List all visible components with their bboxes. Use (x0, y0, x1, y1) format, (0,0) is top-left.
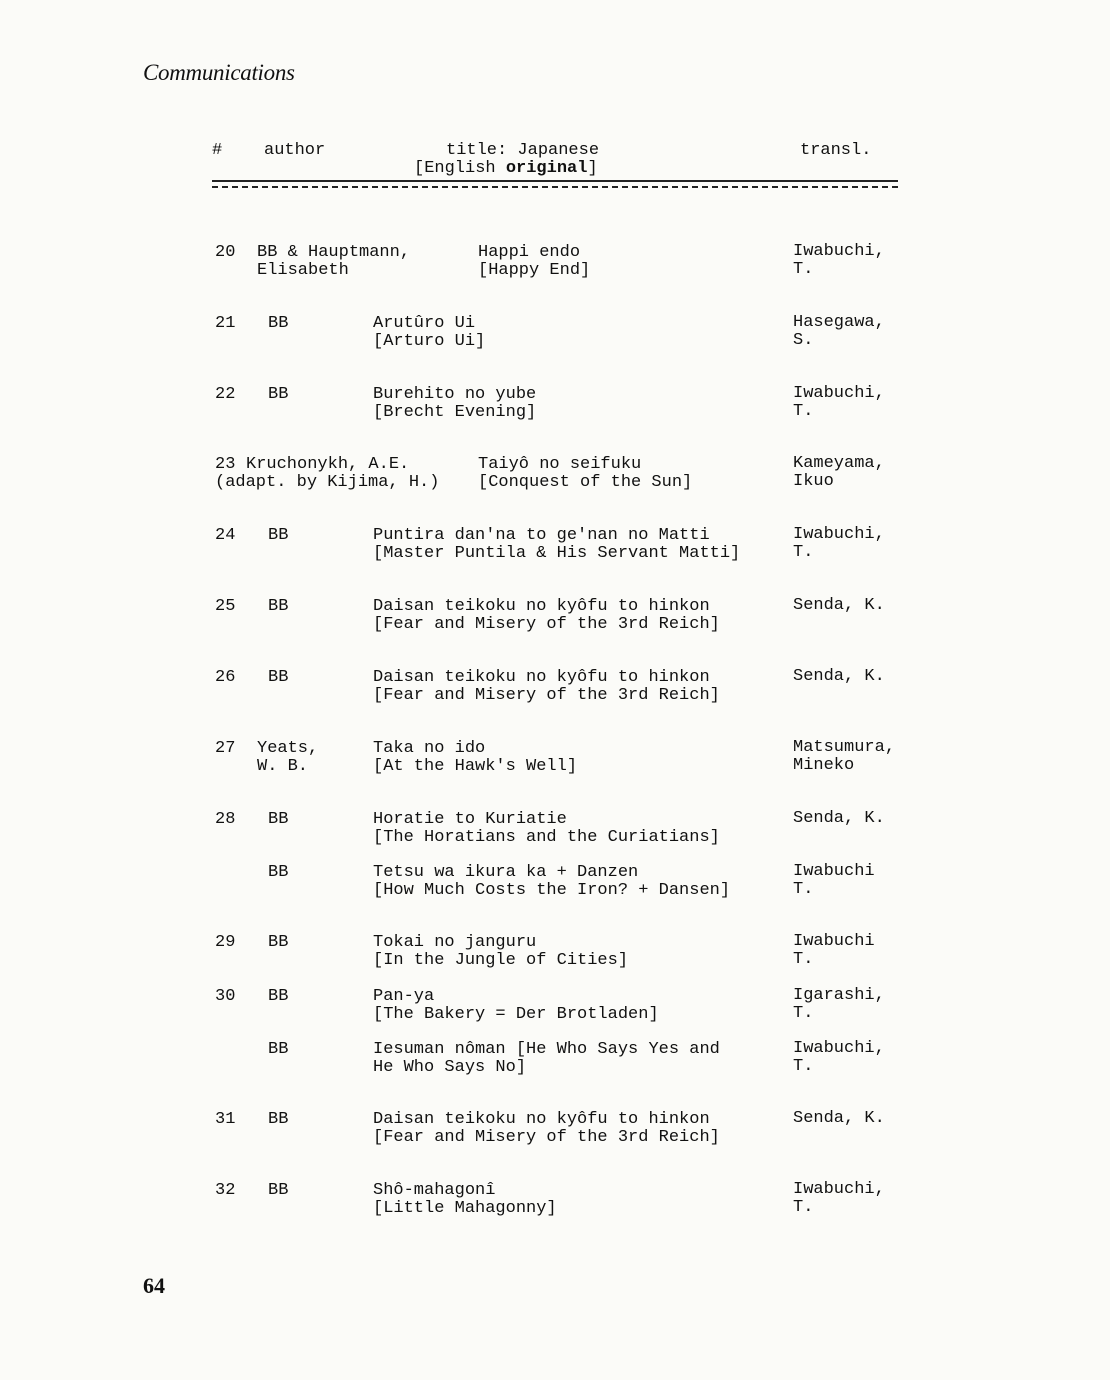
col-num-header: # (212, 141, 223, 160)
entry-author-line1: BB (268, 933, 289, 952)
entry-author-line1: BB (268, 1110, 289, 1129)
entry-transl-line1: Kameyama, (793, 454, 885, 473)
entry-title-english: [Brecht Evening] (373, 403, 537, 422)
entry-transl-line2: T. (793, 1198, 814, 1217)
col-title-header-line2 (414, 160, 598, 178)
entry-author-line1: BB (268, 597, 289, 616)
entry-title-japanese: Shô-mahagonî (373, 1181, 496, 1200)
entry-title-english: [Conquest of the Sun] (478, 473, 693, 492)
col-author-header: author (264, 141, 326, 160)
entry-num: 27 (215, 739, 236, 758)
entry-transl-line1: Igarashi, (793, 986, 885, 1005)
entry-author-line1: BB & Hauptmann, (257, 243, 411, 262)
entry-author-line1: Yeats, (257, 739, 319, 758)
entry-author-line2: (adapt. by Kijima, H.) (215, 473, 440, 492)
entry-author-line1: BB (268, 1040, 289, 1059)
entry-title-english: [In the Jungle of Cities] (373, 951, 629, 970)
entry-transl-line2: T. (793, 543, 814, 562)
entry-title-english: [Master Puntila & His Servant Matti] (373, 544, 741, 563)
entry-title-japanese: Tokai no janguru (373, 933, 537, 952)
running-header: Communications (143, 60, 295, 85)
entry-title-japanese: Arutûro Ui (373, 314, 476, 333)
entry-author-line1: BB (268, 1181, 289, 1200)
entry-transl-line2: S. (793, 331, 814, 350)
entry-num: 23 (215, 455, 236, 474)
entry-transl-line1: Senda, K. (793, 809, 885, 828)
entry-num: 31 (215, 1110, 236, 1129)
entry-author-line1: Kruchonykh, A.E. (246, 455, 410, 474)
entry-title-english: [Fear and Misery of the 3rd Reich] (373, 686, 720, 705)
entry-num: 22 (215, 385, 236, 404)
entry-transl-line2: T. (793, 402, 814, 421)
entry-title-english: [The Horatians and the Curiatians] (373, 828, 720, 847)
entry-num: 24 (215, 526, 236, 545)
entry-num: 29 (215, 933, 236, 952)
entry-num: 25 (215, 597, 236, 616)
entry-author-line1: BB (268, 810, 289, 829)
entry-transl-line1: Iwabuchi (793, 862, 875, 881)
entry-title-english: [At the Hawk's Well] (373, 757, 578, 776)
entry-transl-line1: Hasegawa, (793, 313, 885, 332)
entry-title-japanese: Taka no ido (373, 739, 486, 758)
entry-title-japanese: Tetsu wa ikura ka + Danzen (373, 863, 639, 882)
entry-num: 26 (215, 668, 236, 687)
entry-title-english: He Who Says No] (373, 1058, 527, 1077)
entry-transl-line1: Matsumura, (793, 738, 896, 757)
entry-num: 32 (215, 1181, 236, 1200)
entry-title-english: [Happy End] (478, 261, 591, 280)
entry-title-english: [The Bakery = Der Brotladen] (373, 1005, 659, 1024)
entry-transl-line2: T. (793, 1057, 814, 1076)
entry-transl-line1: Iwabuchi, (793, 1180, 885, 1199)
entry-transl-line1: Iwabuchi, (793, 525, 885, 544)
entry-transl-line1: Iwabuchi, (793, 1039, 885, 1058)
entry-author-line2: Elisabeth (257, 261, 349, 280)
entry-num: 30 (215, 987, 236, 1006)
entry-title-japanese: Taiyô no seifuku (478, 455, 642, 474)
entry-transl-line2: Ikuo (793, 472, 834, 491)
header-rule-bottom (212, 186, 898, 188)
entry-title-japanese: Daisan teikoku no kyôfu to hinkon (373, 597, 710, 616)
entry-transl-line2: T. (793, 1004, 814, 1023)
title-header-pre: [English (414, 159, 506, 178)
title-header-post: ] (587, 159, 598, 178)
entry-num: 21 (215, 314, 236, 333)
entry-num: 28 (215, 810, 236, 829)
entry-transl-line2: T. (793, 260, 814, 279)
entry-num: 20 (215, 243, 236, 262)
entry-transl-line2: T. (793, 950, 814, 969)
entry-title-english: [Fear and Misery of the 3rd Reich] (373, 615, 720, 634)
entry-author-line1: BB (268, 385, 289, 404)
entry-transl-line1: Senda, K. (793, 667, 885, 686)
entry-title-japanese: Pan-ya (373, 987, 435, 1006)
entry-author-line1: BB (268, 668, 289, 687)
title-header-bold: original (505, 159, 588, 178)
entry-author-line1: BB (268, 863, 289, 882)
entry-title-english: [Arturo Ui] (373, 332, 486, 351)
entry-title-japanese: Horatie to Kuriatie (373, 810, 567, 829)
entry-title-japanese: Daisan teikoku no kyôfu to hinkon (373, 668, 710, 687)
entry-author-line1: BB (268, 987, 289, 1006)
entry-title-japanese: Burehito no yube (373, 385, 537, 404)
entry-author-line2: W. B. (257, 757, 309, 776)
entry-transl-line1: Senda, K. (793, 1109, 885, 1128)
entry-author-line1: BB (268, 526, 289, 545)
entry-title-japanese: Iesuman nôman [He Who Says Yes and (373, 1040, 720, 1059)
entry-author-line1: BB (268, 314, 289, 333)
header-rule-top (212, 180, 898, 182)
entry-transl-line1: Senda, K. (793, 596, 885, 615)
entry-transl-line1: Iwabuchi, (793, 242, 885, 261)
entry-title-english: [Fear and Misery of the 3rd Reich] (373, 1128, 720, 1147)
page-number: 64 (143, 1273, 165, 1298)
entry-title-japanese: Daisan teikoku no kyôfu to hinkon (373, 1110, 710, 1129)
entry-title-japanese: Happi endo (478, 243, 581, 262)
col-title-header-line1: title: Japanese (446, 141, 600, 160)
entry-transl-line1: Iwabuchi, (793, 384, 885, 403)
entry-transl-line2: T. (793, 880, 814, 899)
entry-transl-line2: Mineko (793, 756, 855, 775)
entry-transl-line1: Iwabuchi (793, 932, 875, 951)
entry-title-english: [Little Mahagonny] (373, 1199, 557, 1218)
entry-title-japanese: Puntira dan'na to ge'nan no Matti (373, 526, 710, 545)
col-transl-header: transl. (800, 141, 872, 160)
entry-title-english: [How Much Costs the Iron? + Dansen] (373, 881, 731, 900)
